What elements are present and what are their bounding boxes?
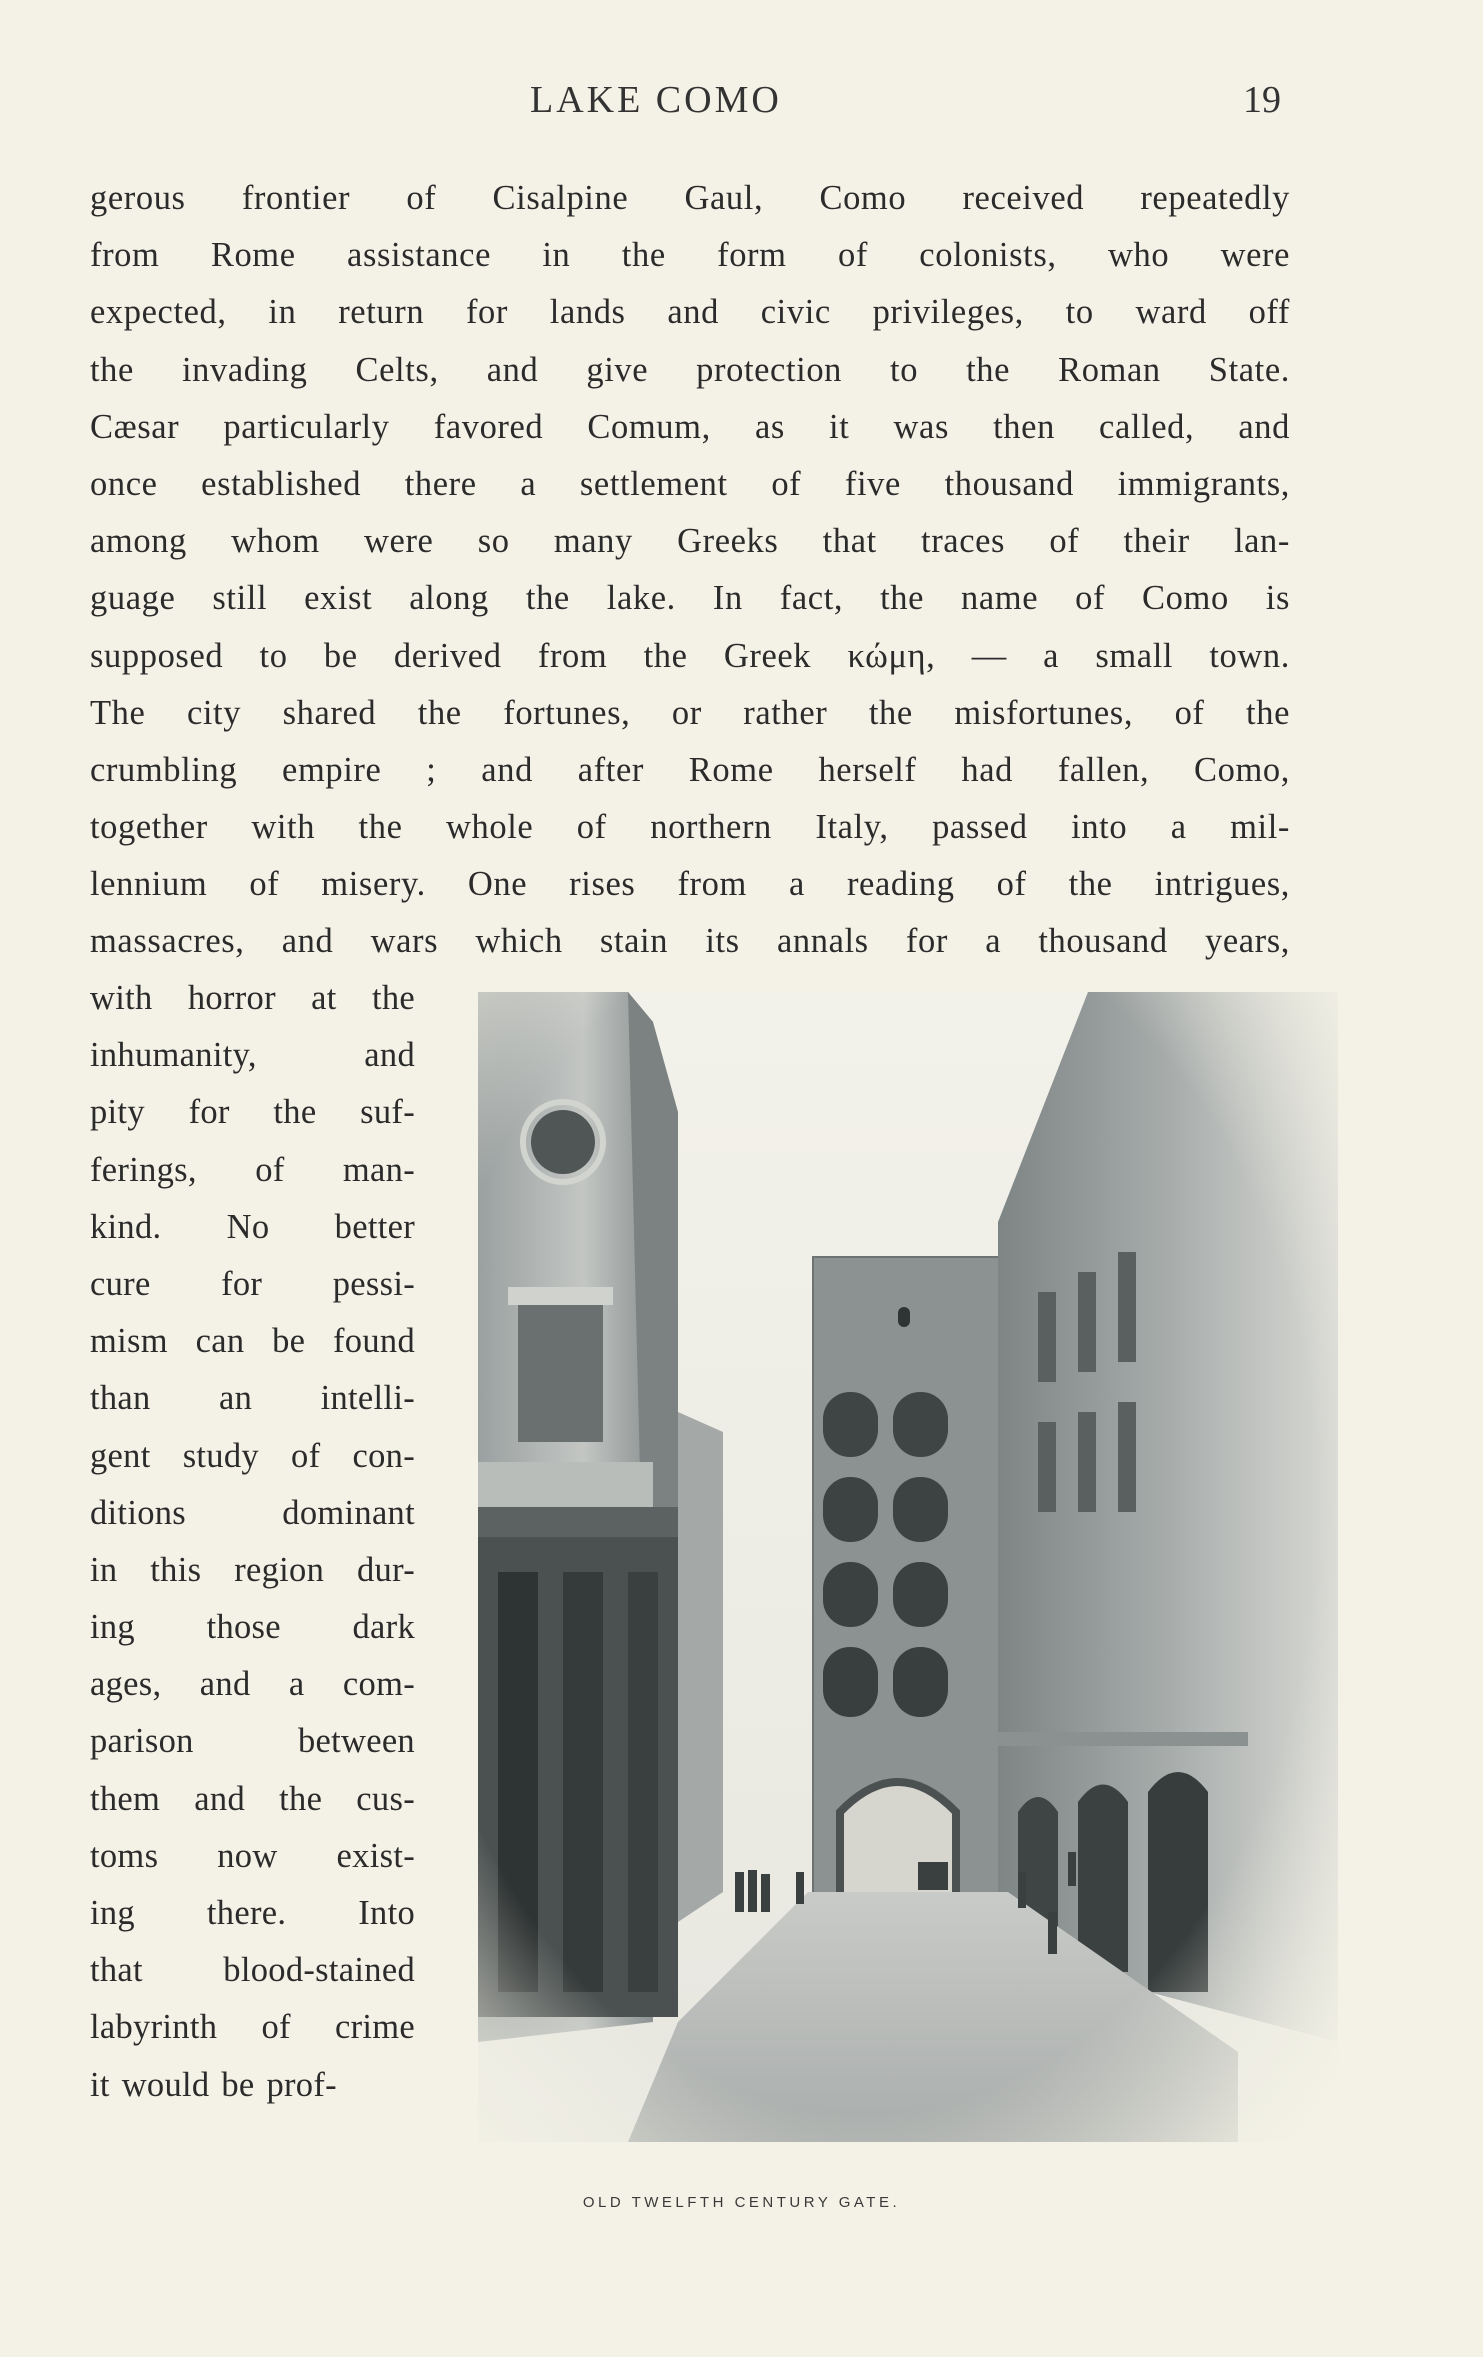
street-gate-picture	[478, 992, 1338, 2142]
text-line: from Rome assistance in the form of colonists, who were	[90, 236, 1290, 275]
text-line: guage still exist along the lake. In fact, the name of Como is	[90, 579, 1290, 618]
running-title: LAKE COMO	[530, 79, 782, 121]
text-line: than an intelli-	[90, 1379, 415, 1418]
running-head	[0, 78, 1483, 128]
text-line: toms now exist-	[90, 1836, 415, 1875]
text-line: supposed to be derived from the Greek κώμη, — a small town.	[90, 636, 1290, 675]
text-line: ages, and a com-	[90, 1665, 415, 1704]
text-line: together with the whole of northern Italy, passed into a mil-	[90, 808, 1290, 847]
text-line: gent study of con-	[90, 1436, 415, 1475]
text-line: gerous frontier of Cisalpine Gaul, Como received repeatedly	[90, 179, 1290, 217]
text-line: among whom were so many Greeks that traces of their lan-	[90, 522, 1290, 561]
text-line: the invading Celts, and give protection to the Roman State.	[90, 350, 1290, 389]
text-line: pity for the suf-	[90, 1093, 415, 1132]
page-number: 19	[1243, 79, 1281, 121]
text-line: ferings, of man-	[90, 1150, 415, 1189]
wrapped-text-column	[90, 970, 415, 2114]
text-line: lennium of misery. One rises from a reading of the intrigues,	[90, 865, 1290, 904]
text-line: labyrinth of crime	[90, 2008, 415, 2047]
text-line: that blood-stained	[90, 1951, 415, 1990]
text-line: cure for pessi-	[90, 1264, 415, 1303]
text-line: in this region dur-	[90, 1550, 415, 1589]
halftone-illustration	[478, 992, 1338, 2142]
full-width-paragraph	[90, 170, 1290, 971]
text-line: mism can be found	[90, 1322, 415, 1361]
text-line: expected, in return for lands and civic privileges, to ward off	[90, 293, 1290, 332]
text-line: ing there. Into	[90, 1894, 415, 1932]
text-line: ing those dark	[90, 1608, 415, 1647]
text-line: Cæsar particularly favored Comum, as it was then called, and	[90, 407, 1290, 446]
text-line: parison between	[90, 1722, 415, 1761]
text-line: once established there a settlement of five thousand immigrants,	[90, 464, 1290, 503]
text-line: with horror at the	[90, 979, 415, 1017]
text-line: ditions dominant	[90, 1493, 415, 1532]
text-line: The city shared the fortunes, or rather the misfortunes, of the	[90, 693, 1290, 732]
text-line: inhumanity, and	[90, 1036, 415, 1075]
text-line: kind. No better	[90, 1207, 415, 1246]
illustration-caption: OLD TWELFTH CENTURY GATE.	[582, 2194, 901, 2211]
text-line: them and the cus-	[90, 1779, 415, 1818]
text-line: crumbling empire ; and after Rome herself had fallen, Como,	[90, 750, 1290, 789]
text-line: massacres, and wars which stain its annals for a thousand years,	[90, 922, 1290, 961]
text-line: it would be prof-	[90, 2065, 337, 2104]
